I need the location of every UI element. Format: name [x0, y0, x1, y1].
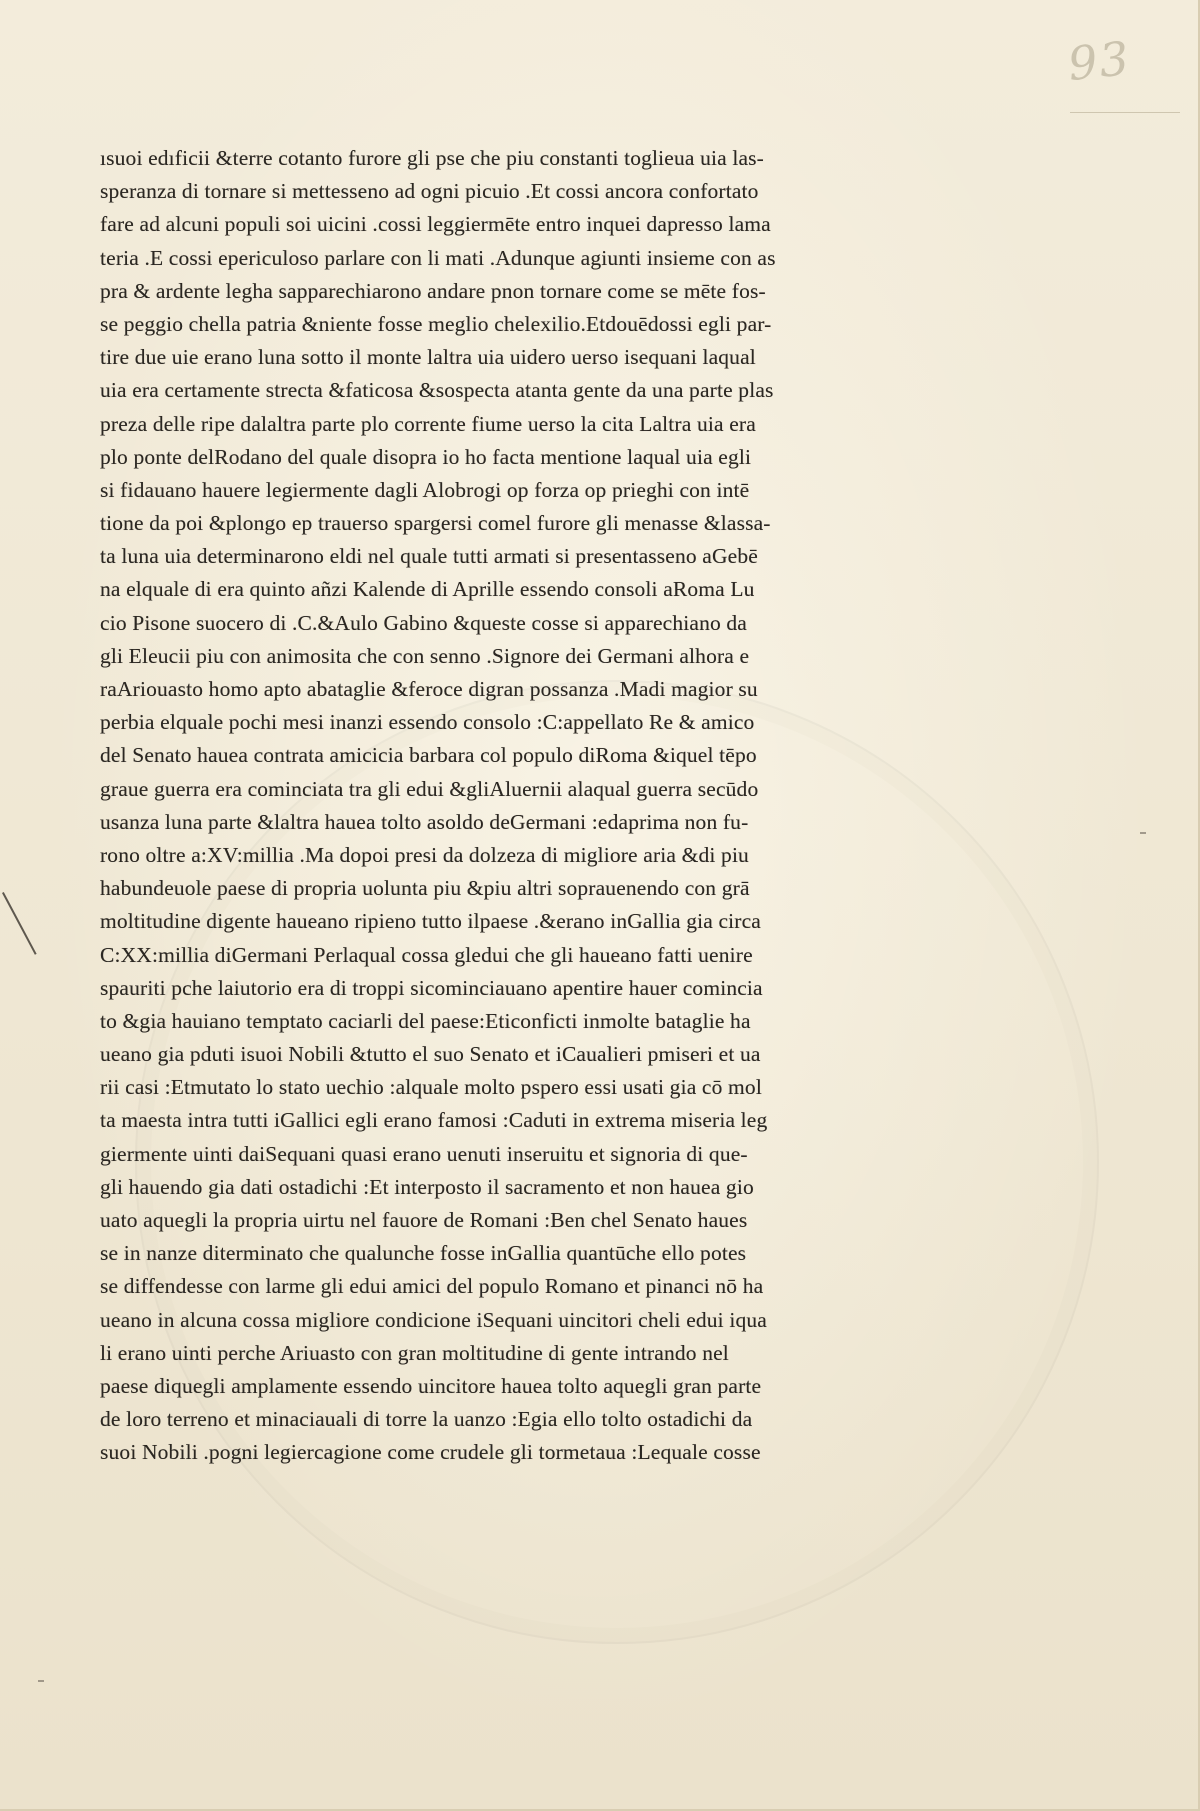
text-line: plo ponte delRodano del quale disopra io ho facta mentione laqual uia egli	[100, 444, 752, 469]
text-line: rii casi :Etmutato lo stato uechio :alquale molto psperо essi usati gia cō mol	[100, 1075, 762, 1100]
text-line: C:XX:millia diGermani Perlaqual cossa gledui che gli haueano fatti uenire	[100, 942, 753, 967]
text-line: del Senato hauea contrata amicicia barbara col populo diRoma &iquel tēpo	[100, 743, 757, 768]
text-line: ueano in alcuna cossa migliore condicione iSequani uincitori cheli edui iqua	[100, 1307, 767, 1332]
text-line: spauriti pche laiutorio era di troppi sicominciauano apentire hauer comincia	[100, 975, 763, 1000]
text-line: moltitudine digente haueano ripieno tutto ilpaese .&erano inGallia gia circa	[100, 909, 761, 934]
text-line: uia era certamente strecta &faticosa &sospecta atanta gente da una parte plas	[100, 378, 774, 403]
text-line: paese diquegli amplamente essendo uincitore hauea tolto aquegli gran parte	[100, 1373, 762, 1398]
text-line: li erano uinti perche Ariuasto con gran moltitudine di gente intrando nel	[100, 1340, 729, 1365]
margin-dot	[38, 1680, 44, 1682]
text-line: habundeuole paese di propria uolunta piu &piu altri soprauenendo con grā	[100, 876, 750, 901]
text-line: de loro terreno et minaciauali di torre la uanzo :Egia ello tolto ostadichi da	[100, 1407, 753, 1432]
text-line: teria .E cossi epericuloso parlare con li mati .Adunque agiunti insieme con as	[100, 245, 776, 270]
text-line: rono oltre a:XV:millia .Ma dopoi presi da dolzeza di migliore aria &di piu	[100, 842, 749, 867]
text-line: gli hauendo gia dati ostadichi :Et interposto il sacramento et non hauea gio	[100, 1174, 754, 1199]
text-line: pra & ardente legha sapparechiarono andare pnon tornare come se mēte fos-	[100, 278, 766, 303]
text-line: suoi Nobili .pogni legiercagione come crudele gli tormetaua :Lequale cosse	[100, 1440, 761, 1465]
text-line: na elquale di era quinto añzi Kalende di Aprille essendo consoli aRoma Lu	[100, 577, 755, 602]
text-line: to &gia hauiano temptato caciarli del paese:Eticonficti inmolte bataglie ha	[100, 1008, 751, 1033]
text-line: gli Eleucii piu con animosita che con senno .Signore dei Germani alhora e	[100, 643, 750, 668]
text-line: se diffendesse con larme gli edui amici del populo Romano et pinanci nō ha	[100, 1274, 764, 1299]
text-line: speranza di tornare si mettesseno ad ogni picuio .Et cossi ancora confortato	[100, 179, 759, 204]
text-line: se in nanze diterminato che qualunche fosse inGallia quantūche ello potes	[100, 1241, 747, 1266]
text-line: graue guerra era cominciata tra gli edui &gliAluernii alaqual guerra secūdo	[100, 776, 759, 801]
folio-underline	[1070, 112, 1180, 113]
text-line: perbia elquale pochi mesi inanzi essendo consolo :C:appellato Re & amico	[100, 710, 755, 735]
text-line: ta luna uia determinarono eldi nel quale tutti armati si presentasseno aGebē	[100, 544, 758, 569]
text-line: se peggio chella patria &niente fosse meglio chelexilio.Etdouēdossi egli par-	[100, 311, 772, 336]
text-line: tire due uie erano luna sotto il monte laltra uia uidero uerso isequani laqual	[100, 345, 756, 370]
margin-mark	[2, 892, 37, 955]
text-line: tione da poi &plongo ep trauerso spargersi comel furore gli menasse &lassa-	[100, 511, 771, 536]
text-line: usanza luna parte &laltra hauea tolto asoldo deGermani :edaprima non fu-	[100, 809, 749, 834]
text-line: raAriouasto homo apto abataglie &feroce digran possanza .Madi magior su	[100, 677, 758, 701]
text-line: ueano gia pduti isuoi Nobili &tutto el suo Senato et iCaualieri pmiseri et ua	[100, 1042, 761, 1067]
text-line: fare ad alcuni populi soi uicini .cossi leggiermēte entro inquei dapresso lama	[100, 212, 771, 237]
margin-dot	[1140, 832, 1146, 834]
text-line: ısuoi edıficii &terre cotanto furore gli pse che piu constanti toglieua uia las-	[100, 146, 764, 170]
text-line: preza delle ripe dalaltra parte plo corrente fiume uerso la cita Laltra uia era	[100, 411, 756, 436]
folio-number: 93	[1065, 30, 1134, 92]
text-line: si fidauano hauere legiermente dagli Alobrogi op forza op prieghi con intē	[100, 477, 750, 502]
body-text	[100, 142, 960, 1470]
text-line: giermente uinti daiSequani quasi erano uenuti inseruitu et signoria di que-	[100, 1141, 748, 1166]
text-line: uato aquegli la propria uirtu nel fauore de Romani :Ben chel Senato haues	[100, 1208, 748, 1232]
text-line: cio Pisone suocero di .C.&Aulo Gabino &queste cosse si apparechiano da	[100, 610, 747, 635]
text-line: ta maesta intra tutti iGallici egli erano famosi :Caduti in extrema miseria leg	[100, 1108, 768, 1133]
